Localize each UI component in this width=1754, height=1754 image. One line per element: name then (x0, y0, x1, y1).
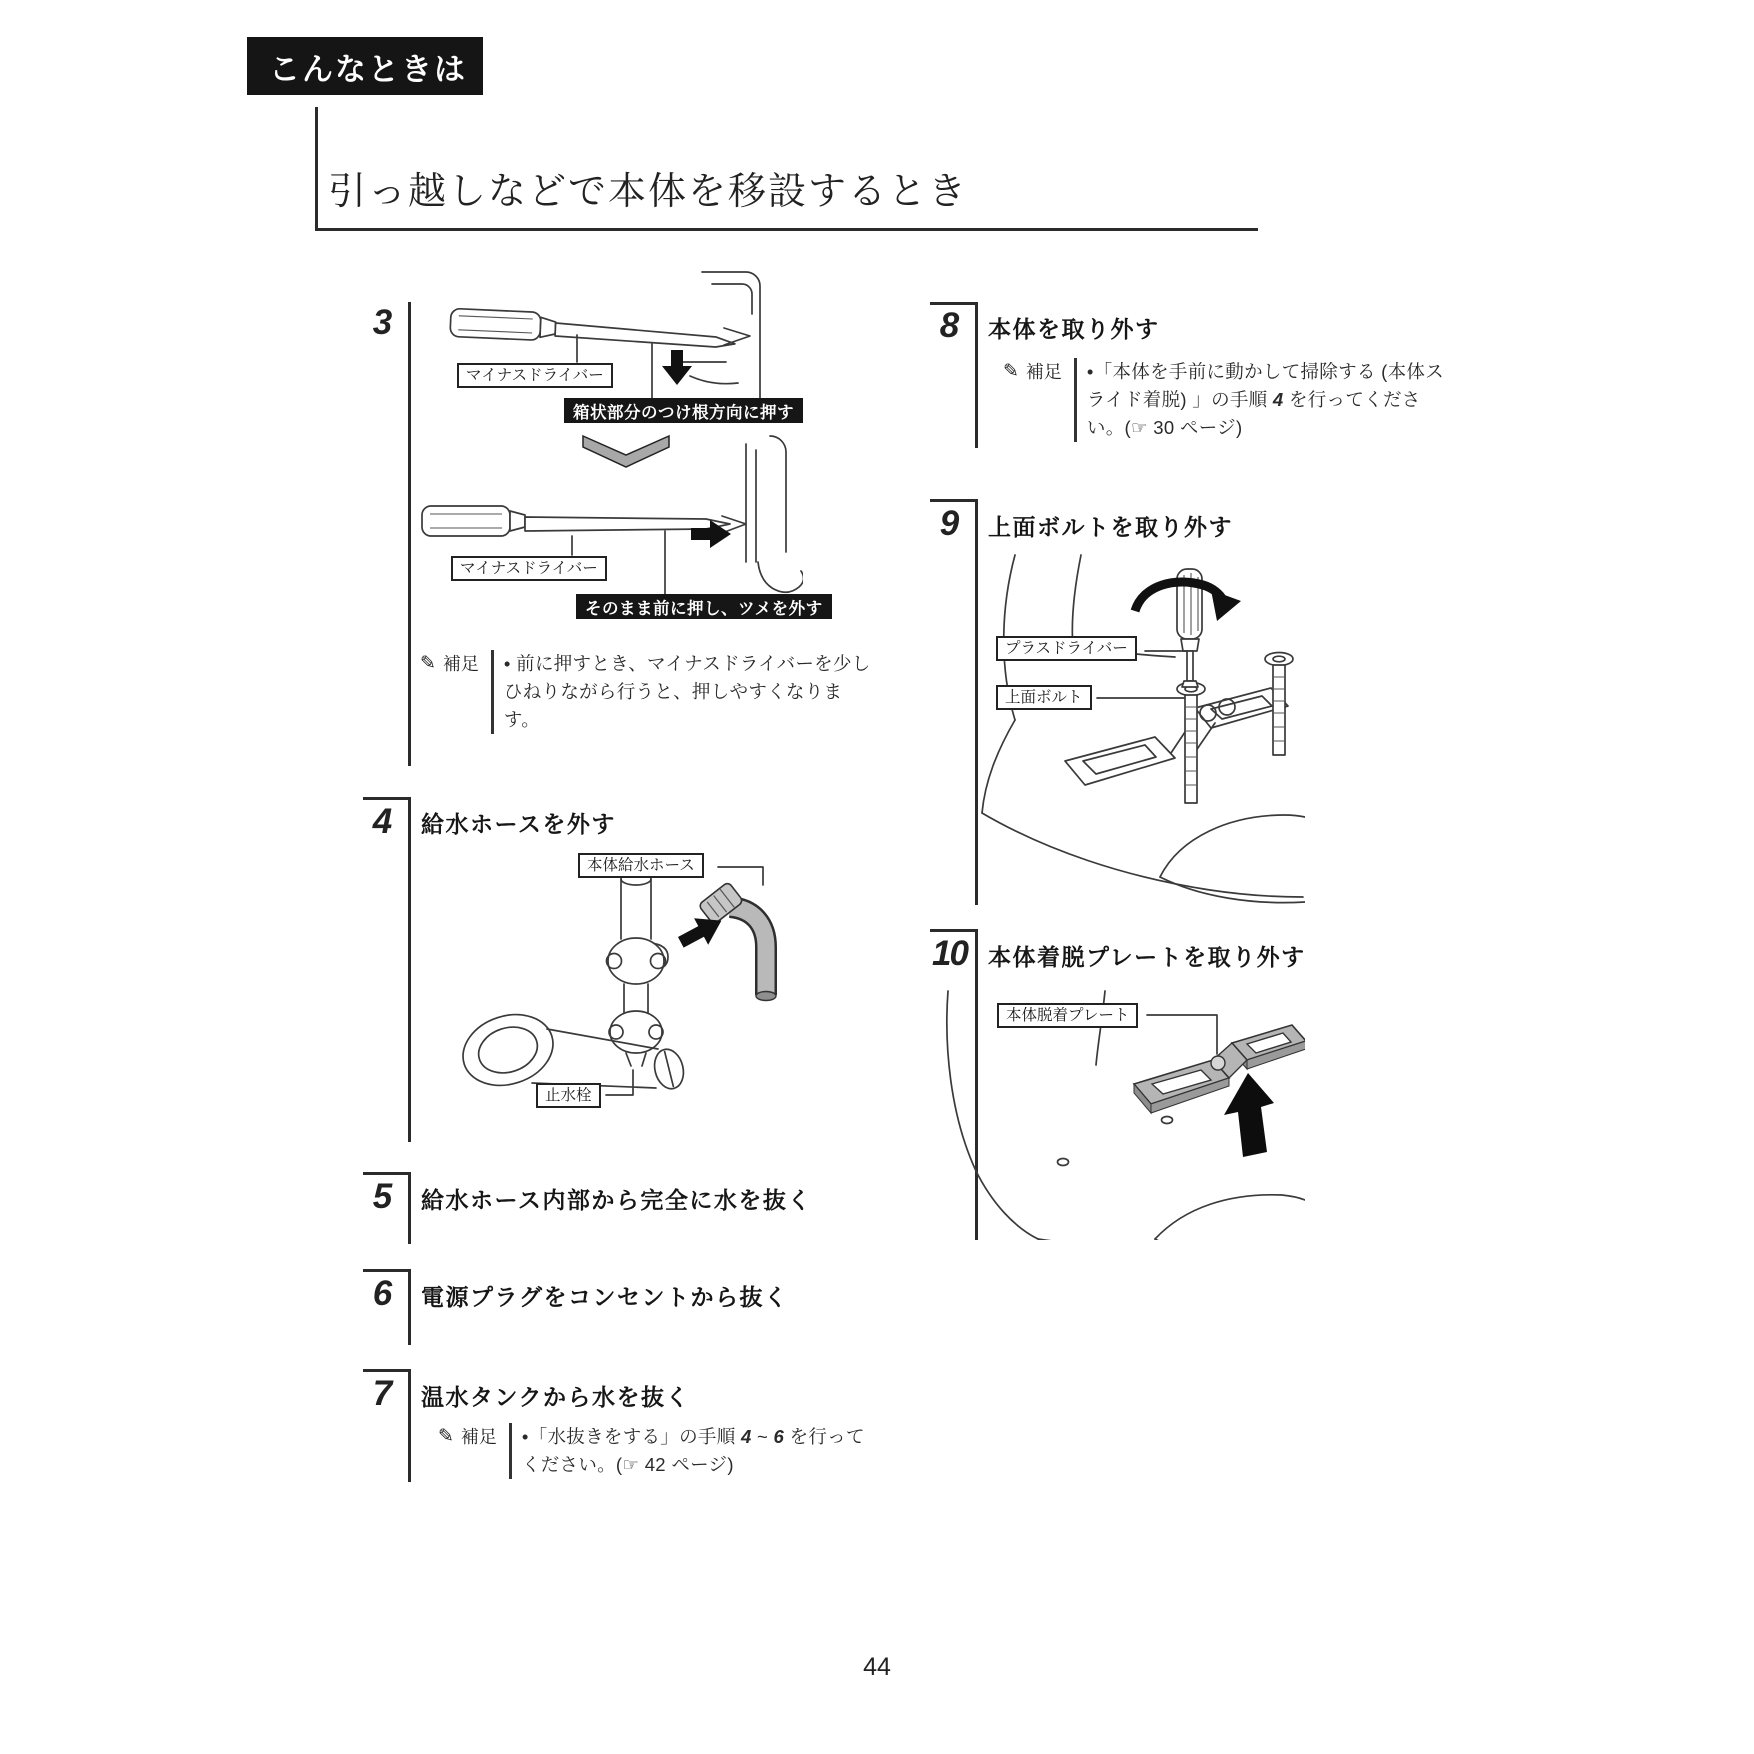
note-line: •「水抜きをする」の手順 4 ~ 6 を行って (521, 1426, 865, 1447)
step6-number: 6 (372, 1274, 393, 1313)
step4-top-rule (363, 797, 411, 800)
callout-detachable-plate: 本体脱着プレート (997, 1003, 1138, 1028)
step10-top-rule (930, 929, 978, 932)
note-label: 補足 (1025, 362, 1062, 382)
step9-number: 9 (939, 504, 960, 543)
note-label: 補足 (442, 654, 479, 674)
title-underline (315, 228, 1258, 231)
step6-title: 電源プラグをコンセントから抜く (421, 1284, 789, 1310)
step10-number: 10 (932, 934, 967, 973)
callout-flathead-screwdriver-bottom: マイナスドライバー (451, 556, 607, 581)
note-divider (1074, 358, 1077, 442)
step6-top-rule (363, 1269, 411, 1272)
step6-rule (408, 1269, 411, 1345)
step4-rule (408, 797, 411, 1142)
step4-number: 4 (372, 802, 393, 841)
step7-note (438, 1423, 865, 1479)
callout-push-forward-release-claw: そのまま前に押し、ツメを外す (576, 594, 832, 619)
note-label: 補足 (460, 1427, 497, 1447)
step9-title: 上面ボルトを取り外す (988, 514, 1233, 540)
step8-title: 本体を取り外す (988, 316, 1160, 342)
note-line: ください。(☞ 42 ページ) (521, 1454, 734, 1475)
callout-phillips-screwdriver: プラスドライバー (996, 636, 1137, 661)
stop-valve-assembly (454, 873, 688, 1097)
step7-title: 温水タンクから水を抜く (421, 1384, 691, 1410)
base-plate (1065, 688, 1288, 785)
step4-illustration-stop-valve (430, 843, 802, 1118)
page-number: 44 (863, 1653, 891, 1681)
push-down-arrow (662, 350, 692, 385)
note-divider (509, 1423, 512, 1479)
pencil-icon: ✎ (1003, 361, 1019, 382)
note-line: ライド着脱) 」の手順 4 を行ってくださ (1086, 389, 1421, 410)
step7-top-rule (363, 1369, 411, 1372)
step5-number: 5 (372, 1177, 393, 1216)
flathead-screwdriver-bottom (422, 506, 730, 536)
note-line: ひねりながら行うと、押しやすくなりま (503, 681, 843, 702)
lift-up-arrow (1224, 1073, 1274, 1157)
step5-title: 給水ホース内部から完全に水を抜く (421, 1187, 812, 1213)
page-title: 引っ越しなどで本体を移設するとき (328, 171, 969, 213)
note-divider (491, 650, 494, 734)
callout-push-toward-base: 箱状部分のつけ根方向に押す (564, 398, 803, 423)
step5-rule (408, 1172, 411, 1244)
flathead-screwdriver-top (450, 308, 736, 348)
step8-number: 8 (939, 306, 960, 345)
toilet-outline (982, 555, 1305, 903)
section-tab-label: こんなときは (269, 51, 467, 87)
callout-stop-valve: 止水栓 (536, 1083, 601, 1108)
step8-rule (975, 302, 978, 448)
step8-note (1003, 358, 1444, 442)
unit-claw-part (722, 436, 803, 592)
pencil-icon: ✎ (438, 1426, 454, 1447)
next-step-chevron (583, 436, 669, 467)
step3-note (420, 650, 871, 734)
detachable-plate (1134, 1025, 1305, 1113)
step7-rule (408, 1369, 411, 1482)
step4-title: 給水ホースを外す (421, 811, 616, 837)
note-line: い。(☞ 30 ページ) (1086, 417, 1243, 438)
callout-top-bolt: 上面ボルト (996, 685, 1092, 710)
callout-unit-supply-hose: 本体給水ホース (578, 853, 704, 878)
pencil-icon: ✎ (420, 653, 436, 674)
step7-number: 7 (372, 1374, 393, 1413)
step3-number: 3 (372, 303, 393, 342)
callout-flathead-screwdriver-top: マイナスドライバー (457, 363, 613, 388)
step8-top-rule (930, 302, 978, 305)
note-line: • 前に押すとき、マイナスドライバーを少し (503, 653, 871, 674)
note-line: す。 (503, 709, 541, 730)
section-tab (247, 37, 483, 95)
step5-top-rule (363, 1172, 411, 1175)
step10-title: 本体着脱プレートを取り外す (988, 944, 1306, 970)
step9-illustration-top-bolts (975, 545, 1305, 910)
step9-top-rule (930, 499, 978, 502)
note-line: •「本体を手前に動かして掃除する (本体ス (1086, 361, 1445, 382)
title-vertical-rule (315, 107, 318, 231)
